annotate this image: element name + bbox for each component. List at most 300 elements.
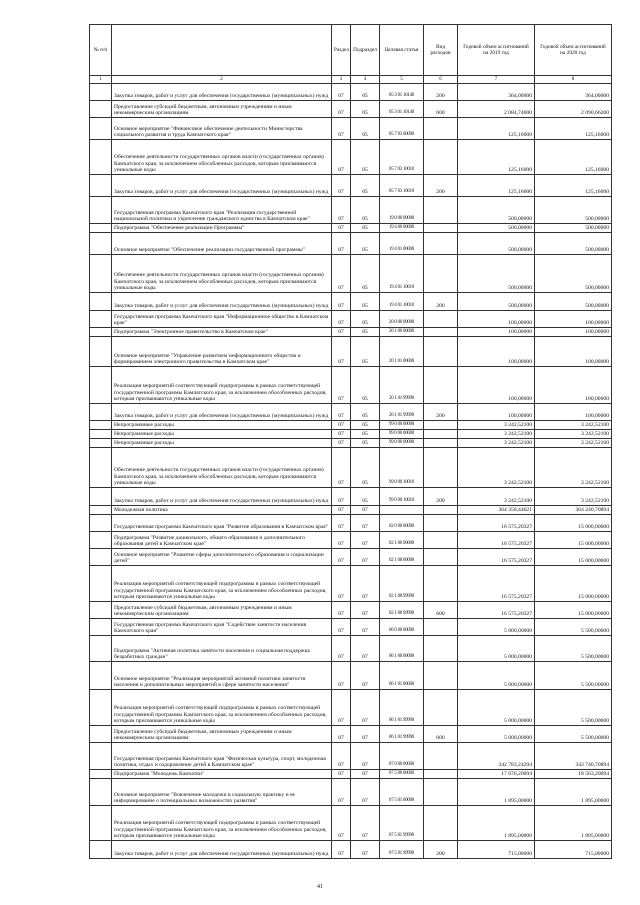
table-row	[90, 421, 612, 430]
header-name	[112, 25, 332, 76]
column-index: 8	[535, 76, 612, 84]
expense-type-cell	[424, 690, 458, 726]
header-target-item: Целевая статья	[380, 25, 424, 76]
expense-type-cell	[424, 255, 458, 293]
expense-type-cell	[424, 619, 458, 636]
table-row	[90, 806, 612, 841]
subsection-cell: 07	[351, 532, 380, 549]
num-cell	[90, 421, 112, 430]
target-item-cell: 19 0 00 00000	[380, 197, 424, 224]
section-cell: 07	[332, 293, 351, 311]
subsection-cell: 07	[351, 602, 380, 619]
section-cell: 07	[332, 224, 351, 233]
expense-type-cell: 200	[424, 404, 458, 421]
volume-2019-cell: 125,16000	[458, 140, 535, 175]
section-cell: 07	[332, 806, 351, 841]
volume-2019-cell: 125,16000	[458, 118, 535, 140]
expense-type-cell: 200	[424, 84, 458, 101]
table-row	[90, 367, 612, 404]
volume-2019-cell: 3 242,52100	[458, 439, 535, 448]
subsection-cell: 05	[351, 84, 380, 101]
name-cell: Предоставление субсидий бюджетным, автономным учреждениям и иным некоммерческим организациям	[112, 726, 332, 743]
table-row	[90, 140, 612, 175]
volume-2020-cell: 343 740,70894	[535, 743, 612, 770]
header-num: № п/п	[90, 25, 112, 76]
name-cell: Обеспечение деятельности государственных органов власти (государственных органов) Камчатского края, за исключением обособленных расходов, которым присваиваются уникальные коды	[112, 255, 332, 293]
table-row	[90, 328, 612, 337]
section-cell: 07	[332, 140, 351, 175]
subsection-cell: 05	[351, 367, 380, 404]
subsection-cell: 05	[351, 293, 380, 311]
name-cell: Закупка товаров, работ и услуг для обеспечения государственных (муниципальных) нужд	[112, 404, 332, 421]
subsection-cell: 05	[351, 197, 380, 224]
name-cell: Основное мероприятие "Обеспечение реализации государственной программы"	[112, 233, 332, 255]
column-index: 5	[380, 76, 424, 84]
target-item-cell: 06 1 01 00000	[380, 662, 424, 690]
section-cell: 07	[332, 421, 351, 430]
volume-2020-cell: 1 895,00000	[535, 806, 612, 841]
name-cell: Закупка товаров, работ и услуг для обеспечения государственных (муниципальных) нужд	[112, 84, 332, 101]
table-row	[90, 488, 612, 506]
table-header-row	[90, 25, 612, 76]
header-volume-2020: Годовой объем ассигнований на 2020 год	[535, 25, 612, 76]
num-cell	[90, 101, 112, 118]
subsection-cell: 05	[351, 448, 380, 488]
section-cell: 07	[332, 743, 351, 770]
volume-2019-cell: 5 000,00000	[458, 726, 535, 743]
expense-type-cell	[424, 367, 458, 404]
subsection-cell: 07	[351, 636, 380, 662]
expense-type-cell	[424, 118, 458, 140]
table-row	[90, 549, 612, 566]
expense-type-cell	[424, 430, 458, 439]
expense-type-cell: 200	[424, 293, 458, 311]
name-cell: Государственная программа Камчатского края "Информационное общество в Камчатском крае"	[112, 311, 332, 328]
subsection-cell: 07	[351, 515, 380, 532]
volume-2019-cell: 500,00000	[458, 255, 535, 293]
volume-2020-cell: 100,00000	[535, 404, 612, 421]
target-item-cell: 20 1 01 00000	[380, 337, 424, 367]
expense-type-cell	[424, 636, 458, 662]
target-item-cell: 99 0 00 00000	[380, 421, 424, 430]
volume-2019-cell: 364,00000	[458, 84, 535, 101]
volume-2019-cell: 342 783,24294	[458, 743, 535, 770]
page-number: 41	[317, 884, 323, 890]
volume-2019-cell: 500,00000	[458, 293, 535, 311]
section-cell: 07	[332, 328, 351, 337]
volume-2020-cell: 125,16000	[535, 118, 612, 140]
name-cell: Подпрограмма "Активная политика занятости населения и социальная поддержка безработных граждан"	[112, 636, 332, 662]
volume-2020-cell: 3 242,52100	[535, 488, 612, 506]
expense-type-cell	[424, 337, 458, 367]
target-item-cell: 99 0 00 10010	[380, 448, 424, 488]
table-row	[90, 439, 612, 448]
subsection-cell: 07	[351, 619, 380, 636]
section-cell: 07	[332, 337, 351, 367]
num-cell	[90, 224, 112, 233]
table-row	[90, 690, 612, 726]
section-cell: 07	[332, 448, 351, 488]
name-cell: Основное мероприятие "Реализация мероприятий активной политики занятости населения и дополнительных мероприятий в сфере занятости населения"	[112, 662, 332, 690]
expense-type-cell	[424, 224, 458, 233]
volume-2019-cell: 125,16000	[458, 175, 535, 197]
table-row	[90, 636, 612, 662]
target-item-cell: 05 7 03 10010	[380, 140, 424, 175]
expense-type-cell	[424, 140, 458, 175]
volume-2019-cell: 16 575,20327	[458, 532, 535, 549]
table-row	[90, 404, 612, 421]
target-item-cell: 02 1 08 99990	[380, 566, 424, 602]
num-cell	[90, 367, 112, 404]
expense-type-cell	[424, 779, 458, 806]
section-cell: 07	[332, 404, 351, 421]
table-row	[90, 726, 612, 743]
target-item-cell: 19 4 00 00000	[380, 224, 424, 233]
subsection-cell: 05	[351, 488, 380, 506]
section-cell: 07	[332, 549, 351, 566]
target-item-cell: 19 4 01 10010	[380, 255, 424, 293]
expense-type-cell	[424, 806, 458, 841]
section-cell: 07	[332, 118, 351, 140]
section-cell: 07	[332, 770, 351, 779]
num-cell	[90, 636, 112, 662]
volume-2020-cell: 100,00000	[535, 311, 612, 328]
expense-type-cell	[424, 743, 458, 770]
budget-table-page	[89, 24, 611, 859]
name-cell: Обеспечение деятельности государственных органов власти (государственных органов) Камчатского края, за исключением обособленных расходов, которым присваиваются уникальные коды	[112, 140, 332, 175]
subsection-cell: 05	[351, 311, 380, 328]
subsection-cell: 05	[351, 233, 380, 255]
target-item-cell: 19 4 01 00000	[380, 233, 424, 255]
num-cell	[90, 175, 112, 197]
target-item-cell: 06 1 00 00000	[380, 636, 424, 662]
volume-2020-cell: 5 500,00000	[535, 726, 612, 743]
num-cell	[90, 770, 112, 779]
num-cell	[90, 549, 112, 566]
expense-type-cell: 600	[424, 101, 458, 118]
subsection-cell: 05	[351, 175, 380, 197]
expense-type-cell	[424, 662, 458, 690]
column-index-row	[90, 76, 612, 84]
expense-type-cell	[424, 506, 458, 515]
volume-2020-cell: 5 500,00000	[535, 662, 612, 690]
subsection-cell: 07	[351, 662, 380, 690]
expense-type-cell: 600	[424, 726, 458, 743]
table-row	[90, 233, 612, 255]
section-cell: 07	[332, 662, 351, 690]
name-cell: Закупка товаров, работ и услуг для обеспечения государственных (муниципальных) нужд	[112, 293, 332, 311]
num-cell	[90, 488, 112, 506]
expense-type-cell	[424, 770, 458, 779]
name-cell: Непрограммные расходы	[112, 439, 332, 448]
volume-2020-cell: 3 242,52100	[535, 421, 612, 430]
name-cell: Подпрограмма "Электронное правительство в Камчатском крае"	[112, 328, 332, 337]
subsection-cell: 07	[351, 726, 380, 743]
section-cell: 07	[332, 506, 351, 515]
volume-2019-cell: 17 676,20094	[458, 770, 535, 779]
section-cell: 07	[332, 439, 351, 448]
volume-2020-cell: 5 500,00000	[535, 636, 612, 662]
name-cell: Государственная программа Камчатского края "Содействие занятости населения Камчатского края"	[112, 619, 332, 636]
name-cell: Основное мероприятие "Управление развитием информационного общества и формированием электронного правительства в Камчатском крае"	[112, 337, 332, 367]
volume-2019-cell: 16 575,20327	[458, 515, 535, 532]
target-item-cell: 07 0 00 00000	[380, 743, 424, 770]
table-row	[90, 841, 612, 859]
column-index: 3	[332, 76, 351, 84]
header-section: Раздел	[332, 25, 351, 76]
volume-2019-cell: 1 895,00000	[458, 779, 535, 806]
section-cell: 07	[332, 726, 351, 743]
target-item-cell: 05 3 01 10140	[380, 84, 424, 101]
subsection-cell: 05	[351, 337, 380, 367]
num-cell	[90, 841, 112, 859]
num-cell	[90, 532, 112, 549]
subsection-cell: 07	[351, 743, 380, 770]
volume-2019-cell: 3 242,52100	[458, 448, 535, 488]
num-cell	[90, 515, 112, 532]
section-cell: 07	[332, 779, 351, 806]
volume-2019-cell: 3 242,52100	[458, 430, 535, 439]
volume-2020-cell: 100,00000	[535, 367, 612, 404]
subsection-cell: 05	[351, 439, 380, 448]
name-cell: Молодежная политика	[112, 506, 332, 515]
target-item-cell: 02 1 08 00000	[380, 549, 424, 566]
num-cell	[90, 743, 112, 770]
num-cell	[90, 328, 112, 337]
volume-2019-cell: 364 358,44621	[458, 506, 535, 515]
volume-2019-cell: 16 575,20327	[458, 602, 535, 619]
name-cell: Предоставление субсидий бюджетным, автономным учреждениям и иным некоммерческим организациям	[112, 602, 332, 619]
expense-type-cell	[424, 566, 458, 602]
section-cell: 07	[332, 636, 351, 662]
section-cell: 07	[332, 255, 351, 293]
volume-2019-cell: 500,00000	[458, 197, 535, 224]
expense-type-cell	[424, 439, 458, 448]
section-cell: 07	[332, 430, 351, 439]
volume-2019-cell: 16 575,20327	[458, 549, 535, 566]
volume-2019-cell: 100,00000	[458, 367, 535, 404]
num-cell	[90, 337, 112, 367]
target-item-cell: 02 0 00 00000	[380, 515, 424, 532]
num-cell	[90, 233, 112, 255]
table-row	[90, 515, 612, 532]
target-item-cell: 02 1 08 99990	[380, 602, 424, 619]
section-cell: 07	[332, 690, 351, 726]
subsection-cell: 07	[351, 806, 380, 841]
volume-2020-cell: 3 242,52100	[535, 448, 612, 488]
header-volume-2019: Годовой объем ассигнований на 2019 год	[458, 25, 535, 76]
subsection-cell: 05	[351, 224, 380, 233]
volume-2020-cell: 2 090,66200	[535, 101, 612, 118]
target-item-cell: 99 0 00 00000	[380, 430, 424, 439]
section-cell: 07	[332, 515, 351, 532]
table-row	[90, 662, 612, 690]
section-cell: 07	[332, 619, 351, 636]
column-index: 2	[112, 76, 332, 84]
target-item-cell: 06 0 00 00000	[380, 619, 424, 636]
volume-2019-cell: 16 575,20327	[458, 566, 535, 602]
subsection-cell: 05	[351, 328, 380, 337]
volume-2020-cell: 364,00000	[535, 84, 612, 101]
name-cell: Реализация мероприятий соответствующей подпрограммы в рамках соответствующей государственной программы Камчатского края, за исключением обособленных расходов, которым присваиваются уникальные коды	[112, 690, 332, 726]
subsection-cell: 05	[351, 101, 380, 118]
name-cell: Обеспечение деятельности государственных органов власти (государственных органов) Камчатского края, за исключением обособленных расходов, которым присваиваются уникальные коды	[112, 448, 332, 488]
subsection-cell: 07	[351, 841, 380, 859]
name-cell: Закупка товаров, работ и услуг для обеспечения государственных (муниципальных) нужд	[112, 175, 332, 197]
volume-2019-cell: 3 242,52100	[458, 421, 535, 430]
num-cell	[90, 84, 112, 101]
expense-type-cell	[424, 311, 458, 328]
name-cell: Подпрограмма "Обеспечение реализации Программы"	[112, 224, 332, 233]
section-cell: 07	[332, 197, 351, 224]
target-item-cell: 06 1 01 99990	[380, 690, 424, 726]
subsection-cell: 05	[351, 404, 380, 421]
target-item-cell: 05 7 03 00000	[380, 118, 424, 140]
target-item-cell: 07 5 01 99990	[380, 806, 424, 841]
name-cell: Основное мероприятие "Финансовое обеспечение деятельности Министерства социального развития и труда Камчатского края"	[112, 118, 332, 140]
table-row	[90, 224, 612, 233]
subsection-cell: 07	[351, 779, 380, 806]
table-row	[90, 448, 612, 488]
num-cell	[90, 690, 112, 726]
num-cell	[90, 140, 112, 175]
volume-2019-cell: 715,00000	[458, 841, 535, 859]
num-cell	[90, 566, 112, 602]
volume-2020-cell: 125,16000	[535, 140, 612, 175]
table-row	[90, 743, 612, 770]
expense-type-cell	[424, 328, 458, 337]
name-cell: Реализация мероприятий соответствующей подпрограммы в рамках соответствующей государственной программы Камчатского края, за исключением обособленных расходов, которым присваиваются уникальные коды	[112, 806, 332, 841]
num-cell	[90, 779, 112, 806]
expense-type-cell	[424, 515, 458, 532]
section-cell: 07	[332, 602, 351, 619]
volume-2019-cell: 3 242,52100	[458, 488, 535, 506]
column-index: 6	[424, 76, 458, 84]
volume-2020-cell: 5 500,00000	[535, 690, 612, 726]
num-cell	[90, 506, 112, 515]
expense-type-cell	[424, 233, 458, 255]
num-cell	[90, 662, 112, 690]
target-item-cell: 20 1 01 99990	[380, 404, 424, 421]
target-item-cell: 05 3 01 10140	[380, 101, 424, 118]
volume-2019-cell: 1 895,00000	[458, 806, 535, 841]
table-row	[90, 602, 612, 619]
expense-type-cell	[424, 532, 458, 549]
budget-allocation-table	[89, 24, 612, 859]
volume-2020-cell: 15 000,00000	[535, 602, 612, 619]
target-item-cell: 20 1 00 00000	[380, 328, 424, 337]
target-item-cell: 20 1 01 99990	[380, 367, 424, 404]
expense-type-cell: 200	[424, 488, 458, 506]
section-cell: 07	[332, 532, 351, 549]
table-row	[90, 779, 612, 806]
num-cell	[90, 806, 112, 841]
volume-2020-cell: 100,00000	[535, 328, 612, 337]
volume-2020-cell: 100,00000	[535, 337, 612, 367]
volume-2020-cell: 15 000,00000	[535, 532, 612, 549]
volume-2020-cell: 500,00000	[535, 197, 612, 224]
subsection-cell: 07	[351, 770, 380, 779]
volume-2020-cell: 500,00000	[535, 293, 612, 311]
num-cell	[90, 311, 112, 328]
volume-2020-cell: 15 000,00000	[535, 549, 612, 566]
subsection-cell: 07	[351, 506, 380, 515]
target-item-cell: 99 0 00 10010	[380, 488, 424, 506]
name-cell: Основное мероприятие "Развитие сферы дополнительного образования и социализации детей"	[112, 549, 332, 566]
target-item-cell: 05 7 03 10010	[380, 175, 424, 197]
volume-2020-cell: 125,16000	[535, 175, 612, 197]
volume-2019-cell: 5 000,00000	[458, 619, 535, 636]
volume-2020-cell: 364 240,70894	[535, 506, 612, 515]
target-item-cell	[380, 506, 424, 515]
expense-type-cell	[424, 549, 458, 566]
target-item-cell: 19 4 01 10010	[380, 293, 424, 311]
name-cell: Государственная программа Камчатского края "Реализация государственной национальной политики и укрепление гражданского единства в Камчатском крае"	[112, 197, 332, 224]
table-row	[90, 255, 612, 293]
name-cell: Государственная программа Камчатского края "Развитие образования в Камчатском крае"	[112, 515, 332, 532]
table-row	[90, 293, 612, 311]
num-cell	[90, 619, 112, 636]
target-item-cell: 07 5 00 00000	[380, 770, 424, 779]
volume-2019-cell: 100,00000	[458, 311, 535, 328]
table-row	[90, 118, 612, 140]
subsection-cell: 05	[351, 430, 380, 439]
expense-type-cell: 200	[424, 841, 458, 859]
volume-2019-cell: 5 000,00000	[458, 636, 535, 662]
table-row	[90, 619, 612, 636]
num-cell	[90, 293, 112, 311]
subsection-cell: 07	[351, 690, 380, 726]
volume-2020-cell: 5 500,00000	[535, 619, 612, 636]
section-cell: 07	[332, 566, 351, 602]
name-cell: Государственная программа Камчатского края "Физическая культура, спорт, молодежная политика, отдых и оздоровление детей в Камчатском крае"	[112, 743, 332, 770]
num-cell	[90, 255, 112, 293]
expense-type-cell: 600	[424, 602, 458, 619]
name-cell: Непрограммные расходы	[112, 421, 332, 430]
volume-2020-cell: 3 242,52100	[535, 439, 612, 448]
volume-2020-cell: 3 242,52100	[535, 430, 612, 439]
section-cell: 07	[332, 101, 351, 118]
num-cell	[90, 118, 112, 140]
subsection-cell: 05	[351, 255, 380, 293]
table-row	[90, 532, 612, 549]
name-cell: Подпрограмма "Развитие дошкольного, общего образования и дополнительного образования детей в Камчатском крае"	[112, 532, 332, 549]
num-cell	[90, 726, 112, 743]
volume-2020-cell: 500,00000	[535, 224, 612, 233]
expense-type-cell	[424, 448, 458, 488]
volume-2019-cell: 5 000,00000	[458, 662, 535, 690]
name-cell: Основное мероприятие "Вовлечение молодежи в социальную практику и ее информирование о потенциальных возможностях развития"	[112, 779, 332, 806]
num-cell	[90, 448, 112, 488]
section-cell: 07	[332, 233, 351, 255]
volume-2019-cell: 500,00000	[458, 233, 535, 255]
table-row	[90, 770, 612, 779]
expense-type-cell	[424, 421, 458, 430]
volume-2020-cell: 500,00000	[535, 233, 612, 255]
subsection-cell: 05	[351, 421, 380, 430]
section-cell: 07	[332, 311, 351, 328]
table-row	[90, 101, 612, 118]
num-cell	[90, 439, 112, 448]
table-row	[90, 430, 612, 439]
target-item-cell: 07 5 01 00000	[380, 779, 424, 806]
name-cell: Предоставление субсидий бюджетным, автономным учреждениям и иным некоммерческим организациям	[112, 101, 332, 118]
table-row	[90, 337, 612, 367]
volume-2020-cell: 15 000,00000	[535, 515, 612, 532]
volume-2019-cell: 5 000,00000	[458, 690, 535, 726]
volume-2020-cell: 15 000,00000	[535, 566, 612, 602]
table-row	[90, 506, 612, 515]
